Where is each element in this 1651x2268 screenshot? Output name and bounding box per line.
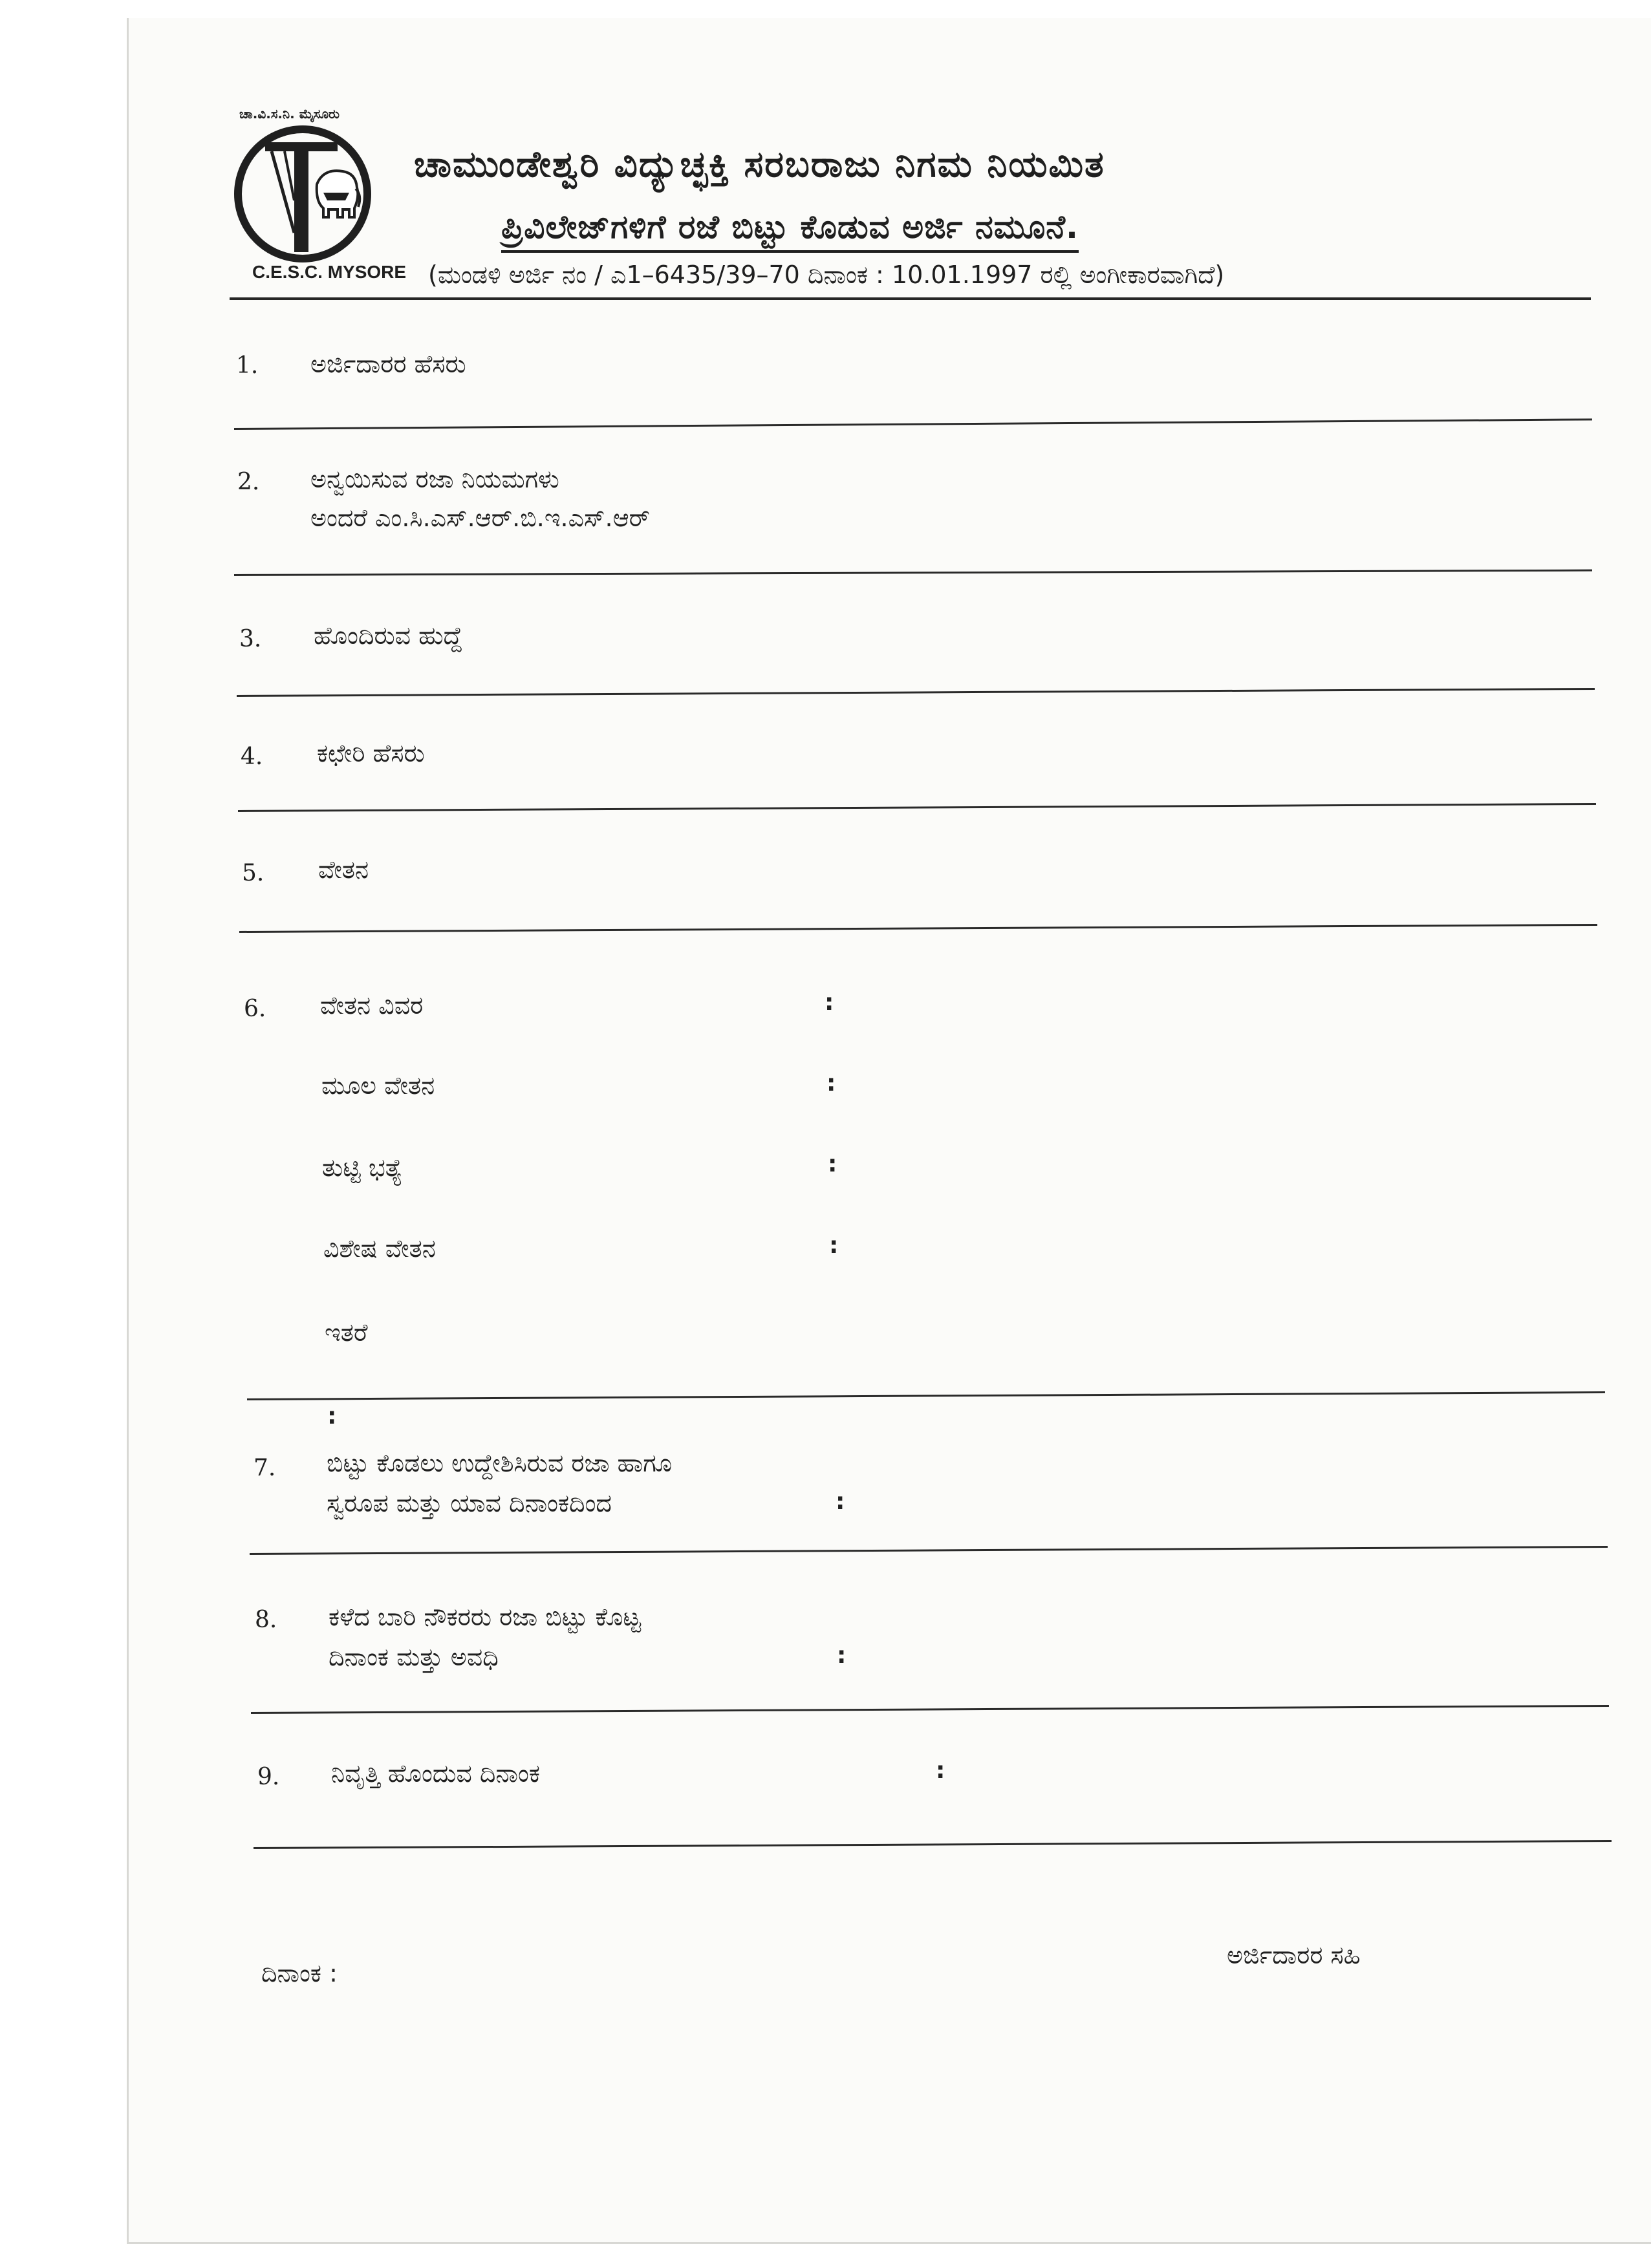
header-rule <box>230 297 1591 300</box>
colon: : <box>826 1070 836 1097</box>
field-label-leave-rules: ಅನ್ವಯಿಸುವ ರಜಾ ನಿಯಮಗಳು <box>310 465 559 493</box>
colon: : <box>825 989 834 1016</box>
form-title: ಪ್ರಿವಿಲೇಜ್‌ಗಳಿಗೆ ರಜೆ ಬಿಟ್ಟು ಕೊಡುವ ಅರ್ಜಿ ನಮೂನೆ. <box>501 208 1079 253</box>
field-label-basic-pay: ಮೂಲ ವೇತನ <box>321 1071 435 1100</box>
signature-label: ಅರ್ಜಿದಾರರ ಸಹಿ <box>1227 1941 1361 1969</box>
colon: : <box>837 1642 847 1669</box>
field-number: 4. <box>241 744 263 770</box>
field-number: 1. <box>236 352 259 379</box>
field-label-dearness-allowance: ತುಟ್ಟಿ ಭತ್ಯೆ <box>322 1153 403 1182</box>
logo-text: ಚಾ.ವಿ.ಸ.ನಿ. ಮೈಸೂರು <box>239 106 340 122</box>
field-label-others: ಇತರೆ <box>325 1318 368 1347</box>
field-label-leave-to-surrender-2: ಸ್ವರೂಪ ಮತ್ತು ಯಾವ ದಿನಾಂಕದಿಂದ <box>327 1489 612 1517</box>
field-label-salary-details: ವೇತನ ವಿವರ <box>320 991 424 1020</box>
field-number: 7. <box>254 1455 276 1481</box>
field-label-office-name: ಕಛೇರಿ ಹೆಸರು <box>317 739 425 767</box>
field-number: 8. <box>255 1607 277 1633</box>
approval-note: (ಮಂಡಳಿ ಅರ್ಜಿ ನಂ / ಎ1–6435/39–70 ದಿನಾಂಕ : 10.01.1997 ರಲ್ಲಿ ಅಂಗೀಕಾರವಾಗಿದೆ) <box>428 261 1225 289</box>
field-number: 9. <box>257 1764 280 1790</box>
field-label-leave-rules-2: ಅಂದರೆ ಎಂ.ಸಿ.ಎಸ್.ಆರ್.ಬಿ.ಇ.ಎಸ್.ಆರ್ <box>310 504 651 532</box>
field-number: 5. <box>242 860 264 886</box>
colon: : <box>829 1232 839 1259</box>
field-label-applicant-name: ಅರ್ಜಿದಾರರ ಹೆಸರು <box>310 350 466 378</box>
field-label-leave-to-surrender: ಬಿಟ್ಟು ಕೊಡಲು ಉದ್ದೇಶಿಸಿರುವ ರಜಾ ಹಾಗೂ <box>327 1449 673 1477</box>
organization-name: ಚಾಮುಂಡೇಶ್ವರಿ ವಿದ್ಯುಚ್ಛಕ್ತಿ ಸರಬರಾಜು ನಿಗಮ ನಿಯಮಿತ <box>414 144 1105 186</box>
field-label-salary: ವೇತನ <box>318 855 369 884</box>
field-label-retirement-date: ನಿವೃತ್ತಿ ಹೊಂದುವ ದಿನಾಂಕ <box>331 1759 540 1788</box>
colon: : <box>327 1403 337 1429</box>
field-label-last-surrender-2: ದಿನಾಂಕ ಮತ್ತು ಅವಧಿ <box>329 1643 499 1671</box>
field-number: 6. <box>244 996 266 1022</box>
field-label-special-pay: ವಿಶೇಷ ವೇತನ <box>323 1234 436 1263</box>
cesc-logo <box>226 103 407 291</box>
field-number: 3. <box>239 626 262 652</box>
colon: : <box>836 1488 845 1515</box>
svg-text:C.E.S.C. MYSORE: C.E.S.C. MYSORE <box>252 262 407 282</box>
field-label-last-surrender: ಕಳೆದ ಬಾರಿ ನೌಕರರು ರಜಾ ಬಿಟ್ಟು ಕೊಟ್ಟ <box>329 1603 641 1631</box>
colon: : <box>828 1151 837 1177</box>
field-number: 2. <box>237 469 260 495</box>
field-label-designation: ಹೊಂದಿರುವ ಹುದ್ದೆ <box>314 621 463 650</box>
colon: : <box>936 1757 945 1784</box>
date-label: ದಿನಾಂಕ : <box>261 1959 338 1987</box>
